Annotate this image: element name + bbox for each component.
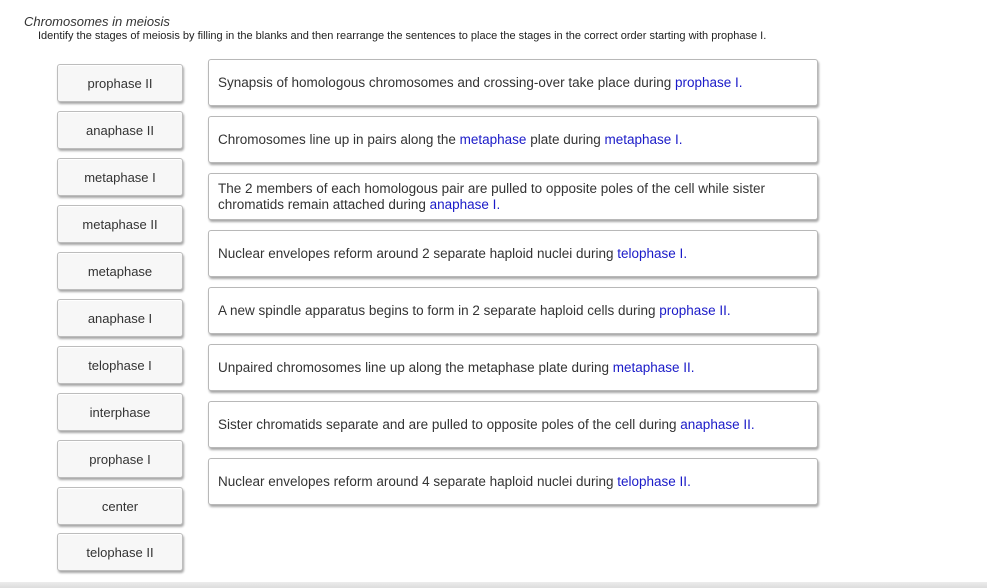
bottom-divider (0, 582, 987, 588)
sentence-text: Unpaired chromosomes line up along the metaphase plate during metaphase II. (218, 359, 695, 375)
answer-tile[interactable]: interphase (57, 393, 183, 431)
answer-tile[interactable]: telophase II (57, 533, 183, 571)
filled-answer[interactable]: anaphase I (429, 196, 497, 212)
answer-tile[interactable]: prophase II (57, 64, 183, 102)
sentence-text: Synapsis of homologous chromosomes and crossing-over take place during prophase I. (218, 74, 743, 90)
filled-answer[interactable]: metaphase (459, 131, 527, 147)
sentence-text: Chromosomes line up in pairs along the metaphase plate during metaphase I. (218, 131, 683, 147)
filled-answer[interactable]: telophase I (617, 245, 684, 261)
instructions: Identify the stages of meiosis by filling in the blanks and then rearrange the sentences to place the stages in the correct order starting with prophase I. (38, 30, 767, 42)
sentence-box[interactable] (208, 458, 818, 505)
answer-tile[interactable]: prophase I (57, 440, 183, 478)
page-title: Chromosomes in meiosis (24, 14, 170, 29)
answer-tile[interactable]: anaphase I (57, 299, 183, 337)
answer-tile[interactable]: center (57, 487, 183, 525)
filled-answer[interactable]: prophase II (659, 302, 727, 318)
filled-answer[interactable]: telophase II (617, 473, 688, 489)
sentence-text: A new spindle apparatus begins to form in 2 separate haploid cells during prophase II. (218, 302, 731, 318)
sentence-box[interactable] (208, 287, 818, 334)
filled-answer[interactable]: metaphase II (612, 359, 691, 375)
answer-tile[interactable]: anaphase II (57, 111, 183, 149)
sentence-text: Nuclear envelopes reform around 2 separate haploid nuclei during telophase I. (218, 245, 688, 261)
sentence-box[interactable] (208, 401, 818, 448)
sentence-box[interactable] (208, 59, 818, 106)
answer-tile[interactable]: metaphase II (57, 205, 183, 243)
filled-answer[interactable]: prophase I (675, 74, 739, 90)
sentence-text: Nuclear envelopes reform around 4 separate haploid nuclei during telophase II. (218, 473, 691, 489)
sentence-box[interactable] (208, 116, 818, 163)
filled-answer[interactable]: anaphase II (680, 416, 751, 432)
sentence-box[interactable] (208, 230, 818, 277)
answer-tile[interactable]: telophase I (57, 346, 183, 384)
answer-tile[interactable]: metaphase I (57, 158, 183, 196)
sentence-box[interactable] (208, 173, 818, 220)
sentence-box[interactable] (208, 344, 818, 391)
sentence-text: Sister chromatids separate and are pulled to opposite poles of the cell during anaphase II. (218, 416, 755, 432)
answer-tile[interactable]: metaphase (57, 252, 183, 290)
sentence-text: The 2 members of each homologous pair are pulled to opposite poles of the cell while sister chromatids remain attached during anaphase I. (218, 180, 766, 212)
filled-answer[interactable]: metaphase I (604, 131, 679, 147)
